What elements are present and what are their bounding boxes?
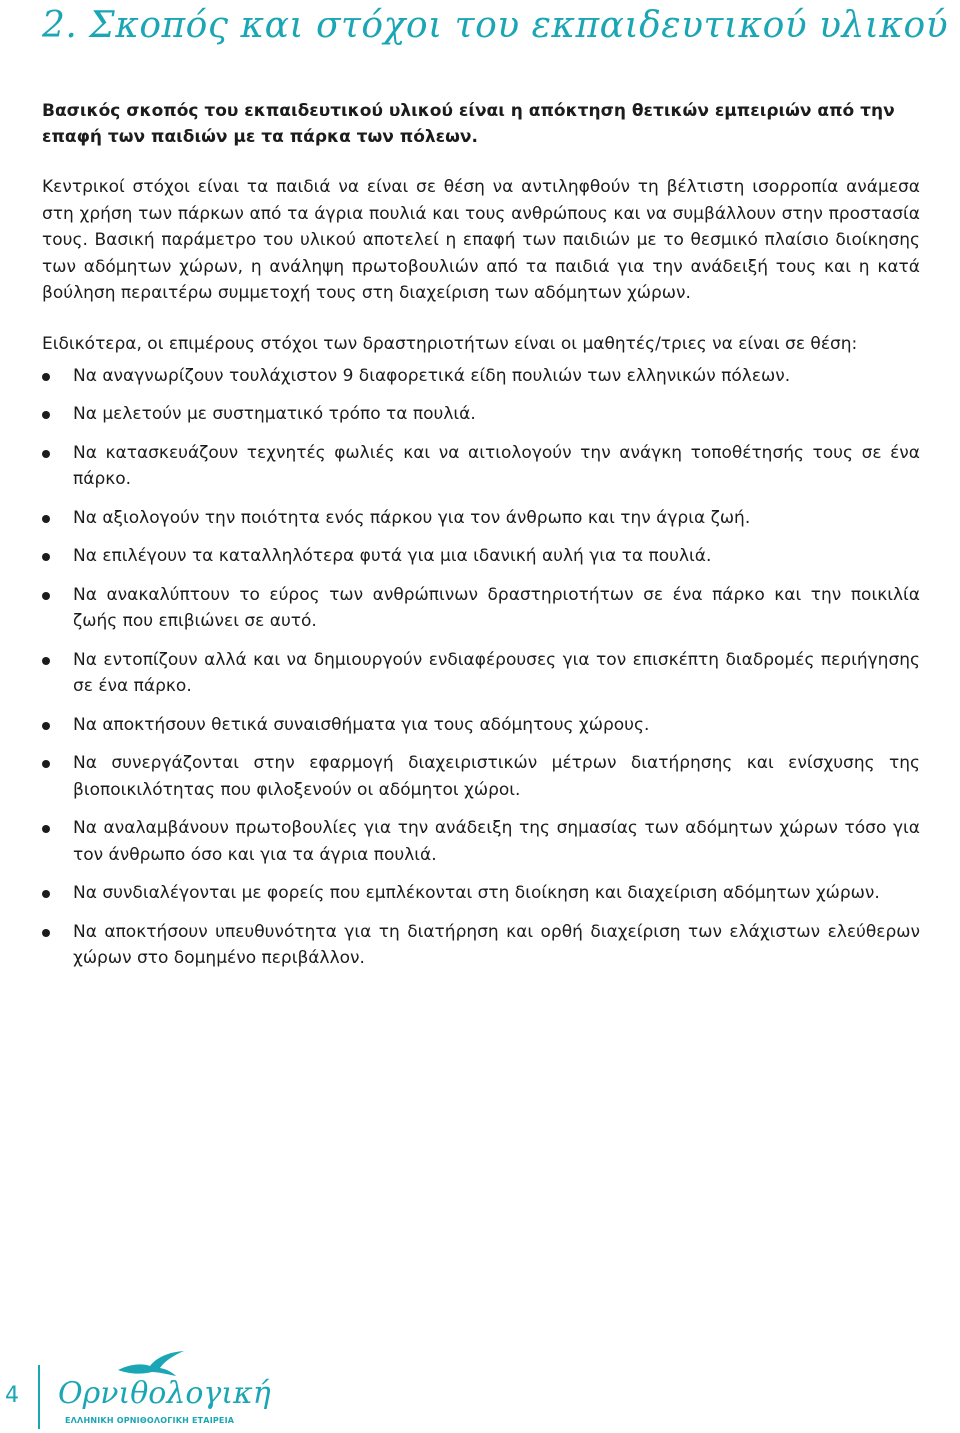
- list-item: [42, 880, 920, 907]
- bullet-icon: [42, 515, 50, 523]
- bullet-icon: [42, 929, 50, 937]
- footer-divider: [38, 1365, 40, 1429]
- organization-logo: [58, 1350, 271, 1432]
- list-item: [42, 401, 920, 428]
- goals-list: [42, 363, 920, 972]
- bullet-icon: [42, 722, 50, 730]
- intro-paragraph: Κεντρικοί στόχοι είναι τα παιδιά να είναι σε θέση να αντιληφθούν τη βέλτιστη ισορροπία ανάμεσα στη χρήση των πάρκων από τα άγρια πουλιά και τους ανθρώπους και να συμβάλλουν στην προστασία τους. Βασική παράμετρο του υλικού αποτελεί η επαφή των παιδιών με το θεσμικό πλαίσιο διοίκησης των αδόμητων χώρων, η ανάληψη πρωτοβουλιών από τα παιδιά για την ανάδειξή τους και η κατά βούληση περαιτέρω συμμετοχή τους στη διαχείριση των αδόμητων χώρων.: [42, 177, 920, 303]
- bullet-icon: [42, 825, 50, 833]
- bullet-icon: [42, 553, 50, 561]
- list-item: [42, 712, 920, 739]
- bullet-icon: [42, 760, 50, 768]
- list-item: [42, 582, 920, 635]
- bullet-icon: [42, 450, 50, 458]
- goal-text: Να συνδιαλέγονται με φορείς που εμπλέκονται στη διοίκηση και διαχείριση αδόμητων χώρων.: [73, 883, 880, 903]
- logo-name: Ορνιθολογική: [58, 1376, 271, 1411]
- bullet-icon: [42, 592, 50, 600]
- list-item: [42, 363, 920, 390]
- intro-bold-text: Βασικός σκοπός του εκπαιδευτικού υλικού είναι η απόκτηση θετικών εμπειριών από την επαφή των παιδιών με τα πάρκα των πόλεων.: [42, 101, 895, 147]
- list-item: [42, 505, 920, 532]
- list-item: [42, 647, 920, 700]
- page-title: 2. Σκοπός και στόχοι του εκπαιδευτικού υλικού: [42, 5, 949, 46]
- bullet-icon: [42, 657, 50, 665]
- goal-text: Να εντοπίζουν αλλά και να δημιουργούν ενδιαφέρουσες για τον επισκέπτη διαδρομές περιήγησης σε ένα πάρκο.: [73, 649, 920, 696]
- goals-lead: Ειδικότερα, οι επιμέρους στόχοι των δραστηριοτήτων είναι οι μαθητές/τριες να είναι σε θέση:: [42, 333, 858, 354]
- list-item: [42, 440, 920, 493]
- goal-text: Να αποκτήσουν θετικά συναισθήματα για τους αδόμητους χώρους.: [73, 714, 650, 735]
- goal-text: Να συνεργάζονται στην εφαρμογή διαχειριστικών μέτρων διατήρησης και ενίσχυσης της βιοποικιλότητας που φιλοξενούν οι αδόμητοι χώροι.: [73, 753, 920, 800]
- logo-subtitle: ΕΛΛΗΝΙΚΗ ΟΡΝΙΘΟΛΟΓΙΚΗ ΕΤΑΙΡΕΙΑ: [65, 1416, 235, 1425]
- list-item: [42, 543, 920, 570]
- goal-text: Να αναγνωρίζουν τουλάχιστον 9 διαφορετικά είδη πουλιών των ελληνικών πόλεων.: [73, 365, 791, 386]
- goal-text: Να μελετούν με συστηματικό τρόπο τα πουλιά.: [73, 404, 476, 424]
- bullet-icon: [42, 411, 50, 419]
- bullet-icon: [42, 373, 50, 381]
- list-item: [42, 919, 920, 972]
- goal-text: Να αποκτήσουν υπευθυνότητα για τη διατήρηση και ορθή διαχείριση των ελάχιστων ελεύθερων χώρων στο δομημένο περιβάλλον.: [73, 921, 920, 968]
- bullet-icon: [42, 890, 50, 898]
- goal-text: Να κατασκευάζουν τεχνητές φωλιές και να αιτιολογούν την ανάγκη τοποθέτησής τους σε ένα πάρκο.: [73, 442, 920, 489]
- goal-text: Να ανακαλύπτουν το εύρος των ανθρώπινων δραστηριοτήτων σε ένα πάρκο και την ποικιλία ζωής που επιβιώνει σε αυτό.: [73, 584, 920, 631]
- list-item: [42, 815, 920, 868]
- goal-text: Να επιλέγουν τα καταλληλότερα φυτά για μια ιδανική αυλή για τα πουλιά.: [73, 546, 712, 566]
- goal-text: Να αξιολογούν την ποιότητα ενός πάρκου για τον άνθρωπο και την άγρια ζωή.: [73, 507, 751, 528]
- main-content: [42, 98, 920, 984]
- list-item: [42, 750, 920, 803]
- page-number: 4: [5, 1383, 19, 1408]
- goal-text: Να αναλαμβάνουν πρωτοβουλίες για την ανάδειξη της σημασίας των αδόμητων χώρων τόσο για τον άνθρωπο όσο και για τα άγρια πουλιά.: [73, 818, 920, 865]
